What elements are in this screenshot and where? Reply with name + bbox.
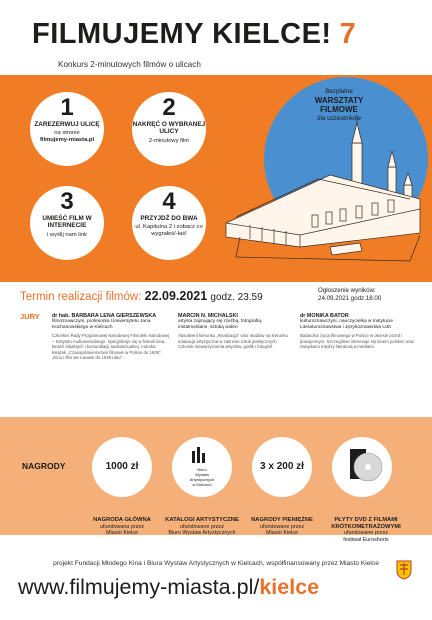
prize-dvd-caption [318,517,414,543]
step-heading: ZAREZERWUJ ULICĘ [34,121,100,128]
prize-value: 1000 zł [105,461,139,472]
jury-bio: Badaczka życia filmowego w Polsce w okresie przed i powojennym. Szczególnie interesuje się kinem polskim oraz związkami między literaturą a mediami. [300,333,415,350]
step-text: na stronie [54,130,80,137]
svg-text:Artystycznych: Artystycznych [189,477,215,482]
prize-line1: ufundowane przez [259,523,305,530]
prize-cash-caption [232,517,332,537]
workshop-line-1: Bezpłatne [325,88,353,95]
jury-name: dr MONIKA BATOR [300,313,349,319]
results-announcement [318,287,381,303]
poster-title [32,18,356,51]
prizes-label: NAGRODY [22,461,66,471]
city-crest-icon [396,560,412,580]
prize-cash-circle [252,437,312,497]
edition-number: 7 [339,18,357,50]
deadline-label: Termin realizacji filmów: [20,291,142,303]
step-number: 2 [162,94,176,121]
prize-line1: ufundowane przez [179,523,225,530]
step-2 [132,92,206,166]
step-heading: PRZYJDŹ DO BWA [140,215,198,222]
prize-catalog-circle [172,437,232,497]
jury-bio: Członkini Rady Programowej Narodowej Filmoteki Narodowej – Instytutu Audiowizualnego. Specjalizuje się w historii kina, kinach lokalnych i komunikacji audiowizualnej. Autorka książek „Czasopiśmiennictwo filmowe w Polsce do 1939”, „Kino i film we Lwowie do 1939 roku”. [52,333,170,361]
step-link[interactable]: filmujemy-miasta.pl [39,137,95,144]
jury-role: filmoznawczyni, profesorka Uniwersytetu Jana Kochanowskiego w Kielcach [52,319,151,330]
jury-label: JURY [20,312,40,321]
prize-line2: Miasto Kielce [105,530,139,537]
step-4 [132,186,206,260]
step-3 [30,186,104,260]
step-number: 1 [60,94,74,121]
bwa-logo-icon [172,437,232,497]
dvd-icon [332,437,392,497]
step-text: i wyślij nam link [47,231,87,238]
svg-text:w Kielcach: w Kielcach [192,482,212,487]
jury-name: dr hab. BARBARA LENA GIERSZEWSKA [52,313,157,319]
results-value: 24.09.2021 godz.18.00 [318,295,382,302]
deadline-time: godz. 23.59 [210,292,263,303]
step-number: 3 [60,188,74,215]
jury-role: artysta zajmujący się rzeźbą, fotografią, instalmediami, sztuką wideo [178,319,263,330]
prize-value: 3 x 200 zł [260,461,304,472]
jury-name: MARCIN N. MICHALSKI [178,313,238,319]
url-main: www.filmujemy-miasta.pl/ [18,575,260,599]
title-text: FILMUJEMY KIELCE! [32,18,332,50]
jury-member-1 [52,313,170,360]
results-label: Ogłoszenie wyników: [318,287,376,294]
prize-line2: Biuro Wystaw Artystycznych [168,530,236,537]
deadline-date: 22.09.2021 [144,289,208,303]
prize-line2: festiwal Euroshorts [343,536,389,543]
project-note: projekt Fundacji Młodego Kina i Biura Wystaw Artystycznych w Kielcach, współfinansowany przez Miasto Kielce [53,560,379,567]
prize-title: NAGRODY PIENIĘŻNE [251,517,313,523]
jury-member-2 [178,313,294,350]
prize-dvd-circle [332,437,392,497]
step-text: ul. Kapitulna 2 i zobacz co wygrałeś/-łaś! [135,224,203,238]
prize-title: NAGRODA GŁÓWNA [93,517,151,523]
step-heading: NAKRĘĆ O WYBRANEJ ULICY [132,121,206,136]
url-city: kielce [259,575,320,599]
workshop-line-3: dla uczestników [317,115,361,122]
prize-title: PŁYTY DVD Z FILMAMI KRÓTKOMETRAŻOWYMI [331,517,401,530]
prize-main-circle [92,437,152,497]
prize-title: KATALOGI ARTYSTYCZNE [165,517,239,523]
workshop-note [296,88,382,122]
deadline-line [20,289,263,303]
jury-bio: Absolwent kierunku „Realizacja” oraz studiów na kierunku edukacja artystyczna w zakresie sztuk plastycznych. Członek stowarzyszenia artystów, grafik i fotograf. [178,333,288,350]
workshop-line-2: WARSZTATY FILMOWE [314,96,364,114]
prize-line1: ufundowana przez [99,523,145,530]
prize-line2: Miasto Kielce [265,530,299,537]
jury-member-3 [300,313,416,350]
svg-text:Biuro: Biuro [197,467,207,472]
step-text: 2-minutowy film [148,137,190,144]
website-url[interactable] [18,575,319,600]
svg-text:Wystaw: Wystaw [195,472,209,477]
jury-role: kulturoznawczyni, nauczycielka w Instytucie Literaturoznawstwa i Językoznawstwa UJK [300,319,394,330]
step-number: 4 [162,188,176,215]
step-1 [30,92,104,166]
poster-subtitle: Konkurs 2-minutowych filmów o ulicach [58,60,201,69]
prize-line1: ufundowane przez [343,530,389,537]
step-heading: UMIEŚĆ FILM W INTERNECIE [42,215,92,230]
